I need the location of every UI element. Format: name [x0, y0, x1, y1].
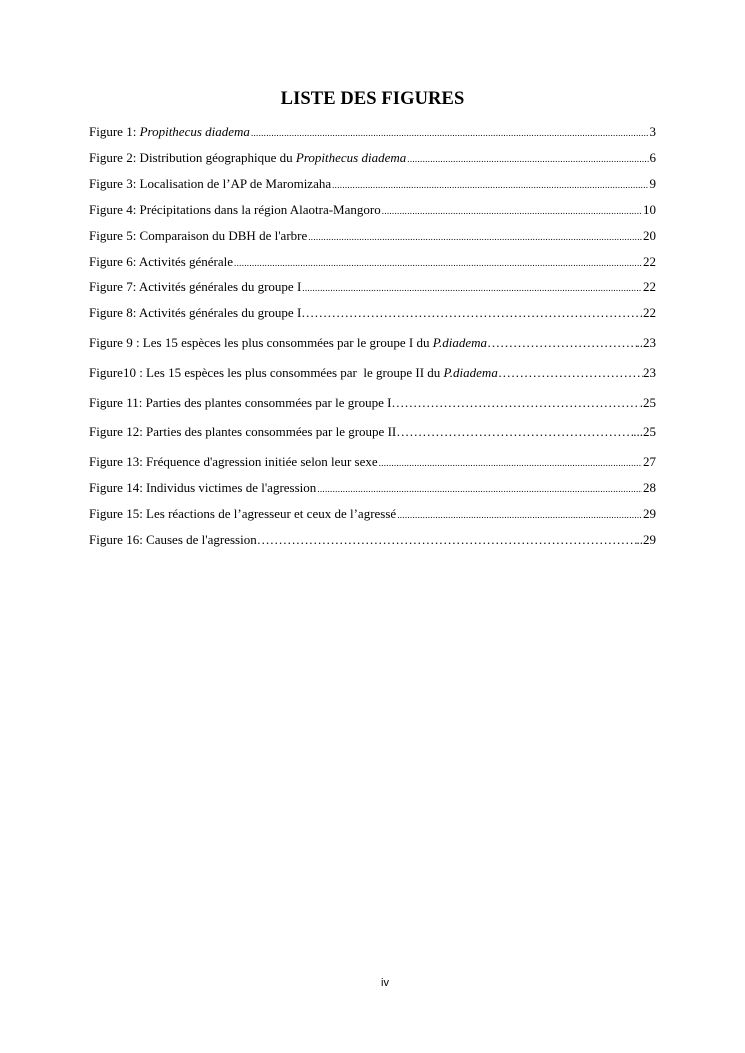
dot-leader [251, 125, 649, 141]
toc-entry-text: Figure 9 : Les 15 espèces les plus consommées par le groupe I du P.diadema [89, 335, 487, 350]
toc-entry-page: 22 [643, 254, 656, 269]
dot-leader [397, 507, 642, 523]
toc-entry-figure-14[interactable] [89, 480, 656, 497]
toc-entry-figure-8[interactable] [89, 305, 656, 321]
toc-entry-figure-1[interactable] [89, 124, 656, 141]
toc-entry-page: 22 [643, 279, 656, 294]
toc-entry-page: ..29 [636, 532, 656, 547]
page-number: iv [381, 977, 389, 989]
toc-entry-figure-4[interactable] [89, 202, 656, 219]
toc-entry-text: Figure10 : Les 15 espèces les plus consommées par le groupe II du P.diadema [89, 365, 498, 380]
dot-leader [396, 424, 633, 440]
toc-entry-text: Figure 1: Propithecus diadema [89, 124, 250, 139]
toc-entry-text: Figure 5: Comparaison du DBH de l'arbre [89, 228, 308, 243]
toc-entry-page: ..23 [636, 335, 656, 350]
toc-entry-page: 9 [649, 176, 656, 191]
toc-entry-figure-12[interactable] [89, 424, 656, 440]
toc-entry-text: Figure 14: Individus victimes de l'agression [89, 480, 317, 495]
toc-entry-figure-2[interactable] [89, 150, 656, 167]
page-title: LISTE DES FIGURES [280, 89, 465, 109]
toc-entry-text: Figure 3: Localisation de l’AP de Maromizaha [89, 176, 332, 191]
toc-entry-text: Figure 12: Parties des plantes consommées par le groupe II [89, 424, 397, 439]
dot-leader [379, 455, 642, 471]
dot-leader [487, 335, 637, 351]
toc-entry-page: 27 [643, 454, 656, 469]
toc-entry-figure-7[interactable] [89, 279, 656, 296]
dot-leader [382, 203, 642, 219]
toc-entry-text: Figure 13: Fréquence d'agression initiée selon leur sexe [89, 454, 378, 469]
toc-entry-page: .22 [639, 305, 656, 320]
toc-entry-page: ...25 [633, 424, 656, 439]
toc-entry-figure-9[interactable] [89, 335, 656, 351]
dot-leader [391, 395, 639, 411]
toc-entry-page: 6 [649, 150, 656, 165]
toc-entry-figure-16[interactable] [89, 532, 656, 548]
toc-entry-page: 23 [643, 365, 656, 380]
toc-entry-figure-13[interactable] [89, 454, 656, 471]
toc-entry-text: Figure 2: Distribution géographique du Propithecus diadema [89, 150, 407, 165]
toc-entry-page: 28 [643, 480, 656, 495]
toc-entry-figure-6[interactable] [89, 254, 656, 271]
toc-entry-figure-5[interactable] [89, 228, 656, 245]
toc-entry-page: 10 [643, 202, 656, 217]
toc-entry-figure-11[interactable] [89, 395, 656, 411]
toc-entry-text: Figure 6: Activités générale [89, 254, 234, 269]
toc-entry-figure-15[interactable] [89, 506, 656, 523]
toc-entry-page: 20 [643, 228, 656, 243]
toc-entry-text: Figure 8: Activités générales du groupe I [89, 305, 302, 320]
dot-leader [301, 305, 639, 321]
toc-entry-text: Figure 16: Causes de l'agression [89, 532, 257, 547]
toc-entry-figure-10[interactable] [89, 365, 656, 381]
dot-leader [407, 151, 648, 167]
dot-leader [308, 229, 642, 245]
toc-entry-page: 29 [643, 506, 656, 521]
toc-entry-page: 3 [649, 124, 656, 139]
dot-leader [257, 532, 637, 548]
toc-entry-text: Figure 11: Parties des plantes consommées par le groupe I [89, 395, 392, 410]
dot-leader [498, 365, 643, 381]
toc-entry-text: Figure 4: Précipitations dans la région Alaotra-Mangoro [89, 202, 381, 217]
toc-entry-page: .25 [639, 395, 656, 410]
dot-leader [234, 255, 642, 271]
toc-entry-text: Figure 15: Les réactions de l’agresseur et ceux de l’agressé [89, 506, 397, 521]
dot-leader [317, 481, 642, 497]
dot-leader [332, 177, 648, 193]
toc-entry-figure-3[interactable] [89, 176, 656, 193]
toc-entry-text: Figure 7: Activités générales du groupe I [89, 279, 302, 294]
dot-leader [302, 280, 642, 296]
